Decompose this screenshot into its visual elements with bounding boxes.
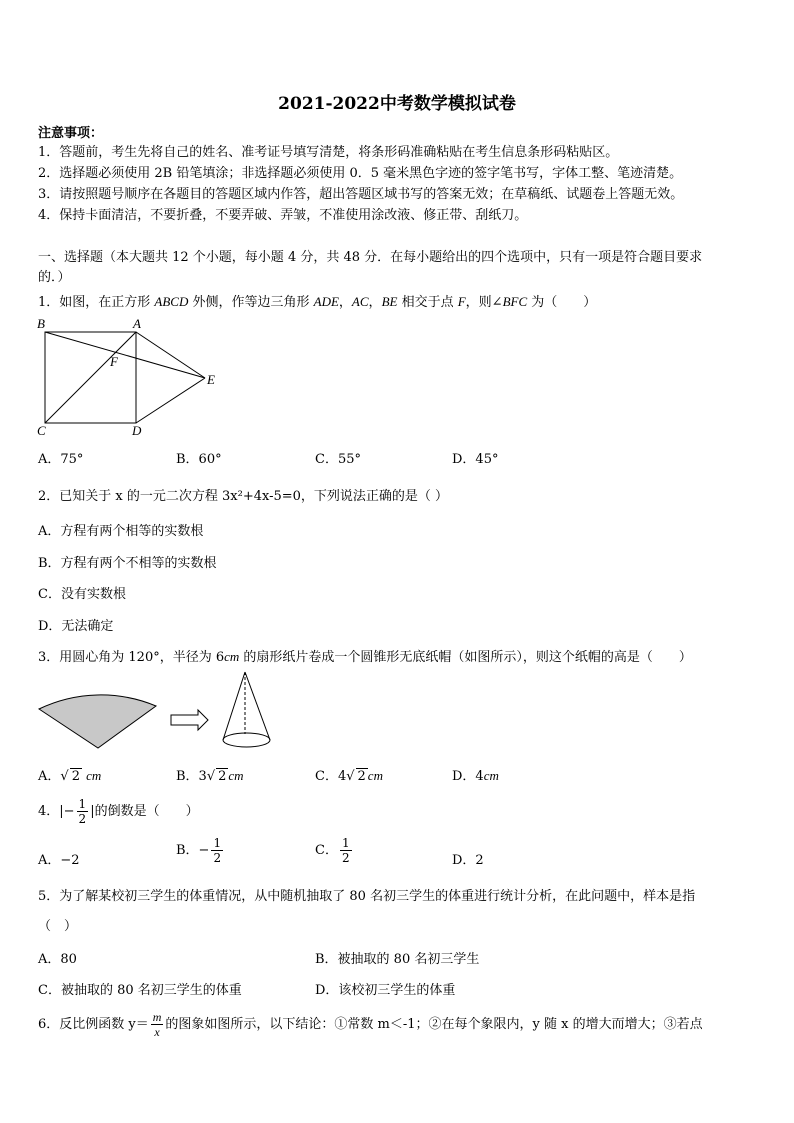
q5-option-c[interactable]: C．被抽取的 80 名初三学生的体重: [38, 983, 242, 998]
page-title: 2021-2022中考数学模拟试卷: [278, 94, 516, 114]
cone-base: [223, 733, 270, 747]
question-2-stem: 2．已知关于 x 的一元二次方程 3x²+4x-5=0，下列说法正确的是（ ）: [38, 489, 449, 504]
sector-cone-figure: [30, 668, 290, 756]
q1-option-d[interactable]: D．45°: [452, 452, 499, 467]
notice-item: 3．请按照题号顺序在各题目的答题区域内作答，超出答题区域书写的答案无效；在草稿纸、试题卷上答题无效。: [38, 187, 684, 202]
q3-option-a[interactable]: A．√ 2 cm: [38, 768, 102, 784]
square-triangle-figure: [30, 313, 230, 438]
q2-option-c[interactable]: C．没有实数根: [38, 587, 126, 602]
notice-item: 2．选择题必须使用 2B 铅笔填涂；非选择题必须使用 0．5 毫米黑色字迹的签字笔书写，字体工整、笔迹清楚。: [38, 166, 683, 181]
notice-item: 1．答题前，考生先将自己的姓名、准考证号填写清楚，将条形码准确粘贴在考生信息条形码粘贴区。: [38, 145, 619, 160]
section-heading-cont: 的．）: [38, 270, 71, 285]
notice-item: 4．保持卡面清洁，不要折叠，不要弄破、弄皱，不准使用涂改液、修正带、刮纸刀。: [38, 208, 528, 223]
question-4-stem: 4．|− $\frac{1}{2}$ |的倒数是（ ）: [38, 797, 199, 826]
q5-option-b[interactable]: B．被抽取的 80 名初三学生: [315, 952, 480, 967]
question-6-stem: 6．反比例函数 y＝ $\frac{m}{x}$ 的图象如图所示，以下结论：①常数 m＜-1；②在每个象限内，y 随 x 的增大而增大；③若点: [38, 1010, 703, 1039]
q5-option-d[interactable]: D．该校初三学生的体重: [315, 983, 456, 998]
q4-option-b[interactable]: B．− $\frac{1}{2}$: [176, 836, 222, 865]
q4-option-d[interactable]: D．2: [452, 853, 484, 868]
q2-option-b[interactable]: B．方程有两个不相等的实数根: [38, 556, 217, 571]
question-1-stem: 1．如图，在正方形 ABCD 外侧，作等边三角形 ADE，AC，BE 相交于点 F，则∠BFC 为（ ）: [38, 294, 597, 310]
q1-option-b[interactable]: B．60°: [176, 452, 222, 467]
q1-option-a[interactable]: A．75°: [38, 452, 84, 467]
q2-option-a[interactable]: A．方程有两个相等的实数根: [38, 524, 204, 539]
sector-shape: [39, 695, 156, 748]
q3-option-c[interactable]: C．4√ 2 cm: [315, 768, 383, 784]
point-label-b: B: [37, 316, 45, 331]
q4-option-a[interactable]: A．−2: [38, 853, 80, 868]
question-5-stem: 5．为了解某校初三学生的体重情况，从中随机抽取了 80 名初三学生的体重进行统计分析，在此问题中，样本是指: [38, 889, 696, 904]
section-heading: 一、选择题（本大题共 12 个小题，每小题 4 分，共 48 分．在每小题给出的四个选项中，只有一项是符合题目要求: [38, 250, 703, 265]
question-5-stem-cont: （ ）: [38, 919, 78, 934]
q4-option-c[interactable]: C． $\frac{1}{2}$: [315, 836, 350, 865]
q1-option-c[interactable]: C．55°: [315, 452, 361, 467]
fraction-one-half: $\frac{1}{2}$: [78, 797, 87, 826]
q3-option-b[interactable]: B．3√ 2 cm: [176, 768, 244, 784]
q3-option-d[interactable]: D．4cm: [452, 768, 499, 784]
q2-option-d[interactable]: D．无法确定: [38, 619, 114, 634]
q5-option-a[interactable]: A．80: [38, 952, 77, 967]
point-label-c: C: [37, 423, 46, 438]
point-label-f: F: [110, 354, 118, 369]
point-label-e: E: [207, 372, 215, 387]
notice-heading: 注意事项：: [38, 126, 104, 141]
arrow-right-icon: [171, 710, 208, 730]
point-label-a: A: [133, 316, 141, 331]
point-label-d: D: [132, 423, 142, 438]
question-3-stem: 3．用圆心角为 120°，半径为 6cm 的扇形纸片卷成一个圆锥形无底纸帽（如图所示），则这个纸帽的高是（ ）: [38, 649, 692, 665]
